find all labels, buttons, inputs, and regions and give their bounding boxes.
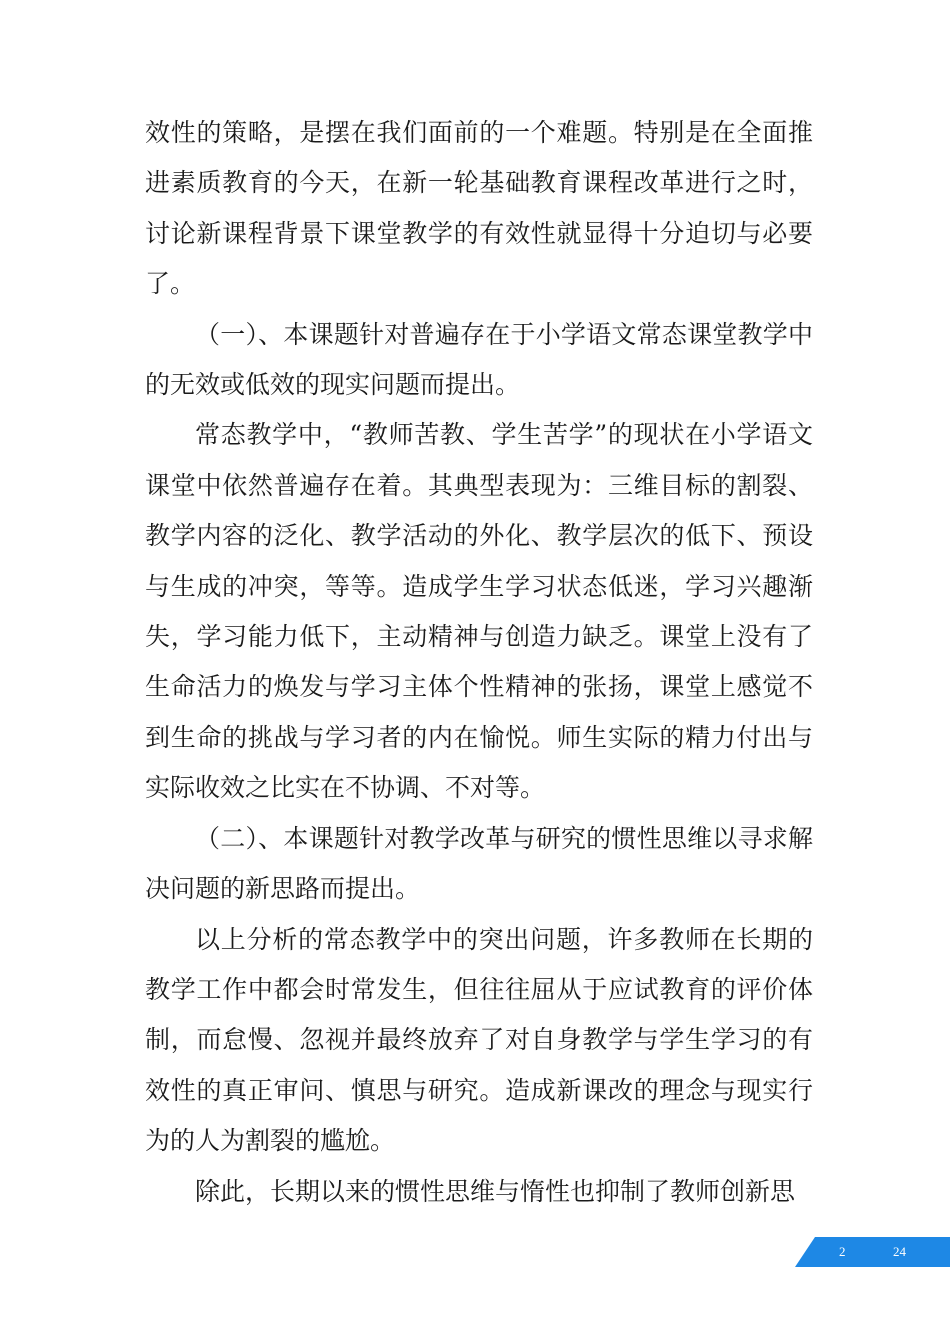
current-page-number: 2 [839,1244,846,1259]
paragraph-4: （二）、本课题针对教学改革与研究的惯性思维以寻求解决问题的新思路而提出。 [145,823,813,904]
total-pages-number: 24 [893,1244,906,1259]
page-tab-shape [795,1237,950,1267]
paragraph-1: 效性的策略，是摆在我们面前的一个难题。特别是在全面推进素质教育的今天，在新一轮基础教育课程改革进行之时，讨论新课程背景下课堂教学的有效性就显得十分迫切与必要了。 [145,118,813,299]
document-body [145,108,813,1217]
paragraph-2: （一）、本课题针对普遍存在于小学语文常态课堂教学中的无效或低效的现实问题而提出。 [145,319,813,400]
paragraph-5: 以上分析的常态教学中的突出问题，许多教师在长期的教学工作中都会时常发生，但往往屈从于应试教育的评价体制，而怠慢、忽视并最终放弃了对自身教学与学生学习的有效性的真正审问、慎思与研究。造成新课改的理念与现实行为的人为割裂的尴尬。 [145,924,813,1156]
paragraph-6: 除此，长期以来的惯性思维与惰性也抑制了教师创新思 [195,1176,796,1206]
paragraph-3: 常态教学中，“教师苦教、学生苦学”的现状在小学语文课堂中依然普遍存在着。其典型表现为：三维目标的割裂、教学内容的泛化、教学活动的外化、教学层次的低下、预设与生成的冲突，等等。造成学生学习状态低迷，学习兴趣渐失，学习能力低下，主动精神与创造力缺乏。课堂上没有了生命活力的焕发与学习主体个性精神的张扬，课堂上感觉不到生命的挑战与学习者的内在愉悦。师生实际的精力付出与实际收效之比实在不协调、不对等。 [145,420,813,803]
page-number-tab [795,1237,950,1267]
